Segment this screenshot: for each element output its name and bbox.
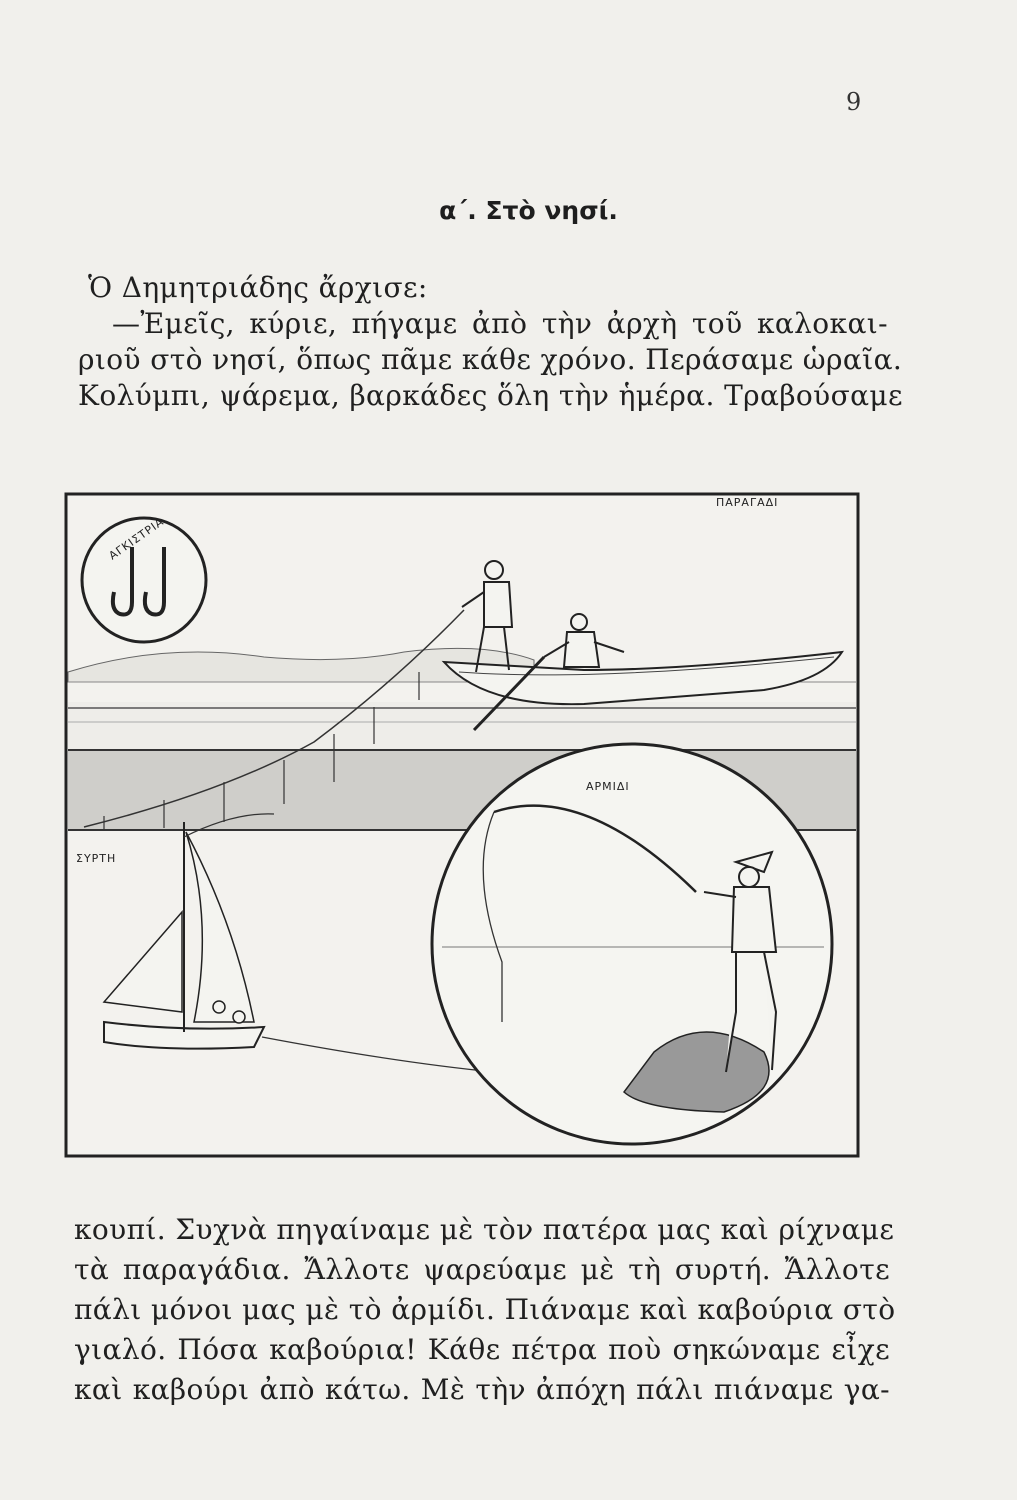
- fishing-illustration: [64, 492, 860, 1158]
- text-line: τὰ παραγάδια. Ἄλλοτε ψαρεύαμε μὲ τὴ συρτή. Ἄλλοτε: [74, 1253, 890, 1286]
- text-line: ριοῦ στὸ νησί, ὅπως πᾶμε κάθε χρόνο. Περάσαμε ὡραῖα.: [78, 343, 903, 376]
- top-paragraph: [78, 270, 903, 414]
- label-hooks: ΑΓΚΙΣΤΡΙΑ: [106, 515, 167, 563]
- hooks-inset: [82, 515, 206, 642]
- text-line: πάλι μόνοι μας μὲ τὸ ἀρμίδι. Πιάναμε καὶ καβούρια στὸ: [74, 1293, 896, 1326]
- rod-inset: [432, 744, 832, 1144]
- chapter-title: [0, 196, 1017, 225]
- text-line: καὶ καβούρι ἀπὸ κάτω. Μὲ τὴν ἀπόχη πάλι πιάναμε γα-: [74, 1373, 890, 1406]
- page-number: 9: [846, 88, 862, 116]
- text-line: γιαλό. Πόσα καβούρια! Κάθε πέτρα ποὺ σηκώναμε εἶχε: [74, 1333, 890, 1366]
- text-line: Ὁ Δημητριάδης ἄρχισε:: [88, 271, 428, 304]
- text-line: Κολύμπι, ψάρεμα, βαρκάδες ὅλη τὴν ἡμέρα. Τραβούσαμε: [78, 379, 903, 412]
- sea-surface: [68, 702, 856, 750]
- label-longline: ΠΑΡΑΓΑΔΙ: [716, 496, 779, 509]
- chapter-title-text: α΄. Στὸ νησί.: [439, 196, 618, 225]
- bottom-paragraph: [74, 1210, 896, 1410]
- text-line: κουπί. Συχνὰ πηγαίναμε μὲ τὸν πατέρα μας καὶ ρίχναμε: [74, 1213, 895, 1246]
- text-line: —Ἐμεῖς, κύριε, πήγαμε ἀπὸ τὴν ἀρχὴ τοῦ καλοκαι-: [112, 307, 888, 340]
- label-trolling: ΣΥΡΤΗ: [76, 852, 117, 865]
- label-rod: ΑΡΜΙΔΙ: [586, 780, 630, 793]
